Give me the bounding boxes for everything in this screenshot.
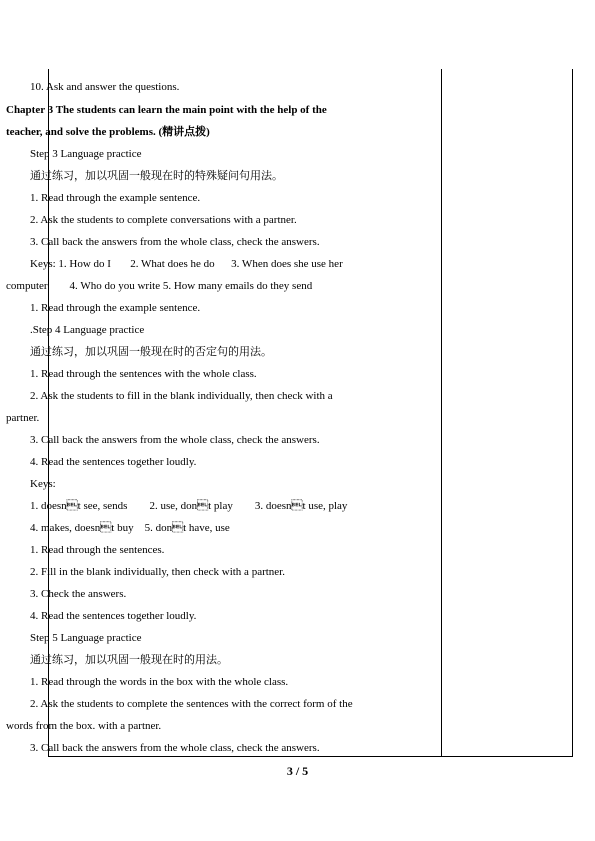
text-line: 1. Read through the words in the box with the whole class. bbox=[30, 676, 289, 688]
text-line: 3. Call back the answers from the whole class, check the answers. bbox=[30, 742, 320, 754]
text-line: 10. Ask and answer the questions. bbox=[30, 81, 180, 93]
step-heading: Step 5 Language practice bbox=[30, 632, 142, 644]
text-line: 1. Read through the sentences. bbox=[30, 544, 165, 556]
text-line: 2. Ask the students to complete the sentences with the correct form of the bbox=[30, 698, 353, 710]
text-line: 3. Call back the answers from the whole class, check the answers. bbox=[30, 236, 320, 248]
keys-line: 4. makes, doesnt buy 5. dont have, use bbox=[30, 522, 230, 534]
keys-line-continued: computer 4. Who do you write 5. How many emails do they send bbox=[6, 280, 313, 292]
text-line: 2. Ask the students to fill in the blank individually, then check with a bbox=[30, 390, 333, 402]
text-line: 1. Read through the sentences with the whole class. bbox=[30, 368, 257, 380]
text-line: 1. Read through the example sentence. bbox=[30, 192, 201, 204]
text-line: 2. Ask the students to complete conversations with a partner. bbox=[30, 214, 297, 226]
text-line: 3. Call back the answers from the whole class, check the answers. bbox=[30, 434, 320, 446]
text-line: 1. Read through the example sentence. bbox=[30, 302, 201, 314]
text-line-continued: partner. bbox=[6, 412, 40, 424]
text-line: 通过练习，加以巩固一般现在时的特殊疑问句用法。 bbox=[30, 170, 283, 182]
text-line: 通过练习，加以巩固一般现在时的否定句的用法。 bbox=[30, 346, 272, 358]
keys-label: Keys: bbox=[30, 478, 56, 490]
step-heading: .Step 4 Language practice bbox=[30, 324, 145, 336]
column-divider bbox=[441, 69, 442, 757]
step-heading: Step 3 Language practice bbox=[30, 148, 142, 160]
page-number: 3 / 5 bbox=[286, 764, 309, 778]
text-line: 4. Read the sentences together loudly. bbox=[30, 610, 197, 622]
text-line: 4. Read the sentences together loudly. bbox=[30, 456, 197, 468]
keys-line: 1. doesnt see, sends 2. use, dont play 3. doesnt use, play bbox=[30, 500, 348, 512]
text-line: 通过练习，加以巩固一般现在时的用法。 bbox=[30, 654, 228, 666]
keys-line: Keys: 1. How do I 2. What does he do 3. When does she use her bbox=[30, 258, 343, 270]
chapter-heading-line-2: teacher, and solve the problems. (精讲点拨) bbox=[6, 126, 210, 138]
text-line: 3. Check the answers. bbox=[30, 588, 127, 600]
text-line: 2. Fill in the blank individually, then check with a partner. bbox=[30, 566, 285, 578]
chapter-heading-line-1: Chapter 3 The students can learn the main point with the help of the bbox=[6, 104, 327, 116]
text-line-continued: words from the box. with a partner. bbox=[6, 720, 162, 732]
